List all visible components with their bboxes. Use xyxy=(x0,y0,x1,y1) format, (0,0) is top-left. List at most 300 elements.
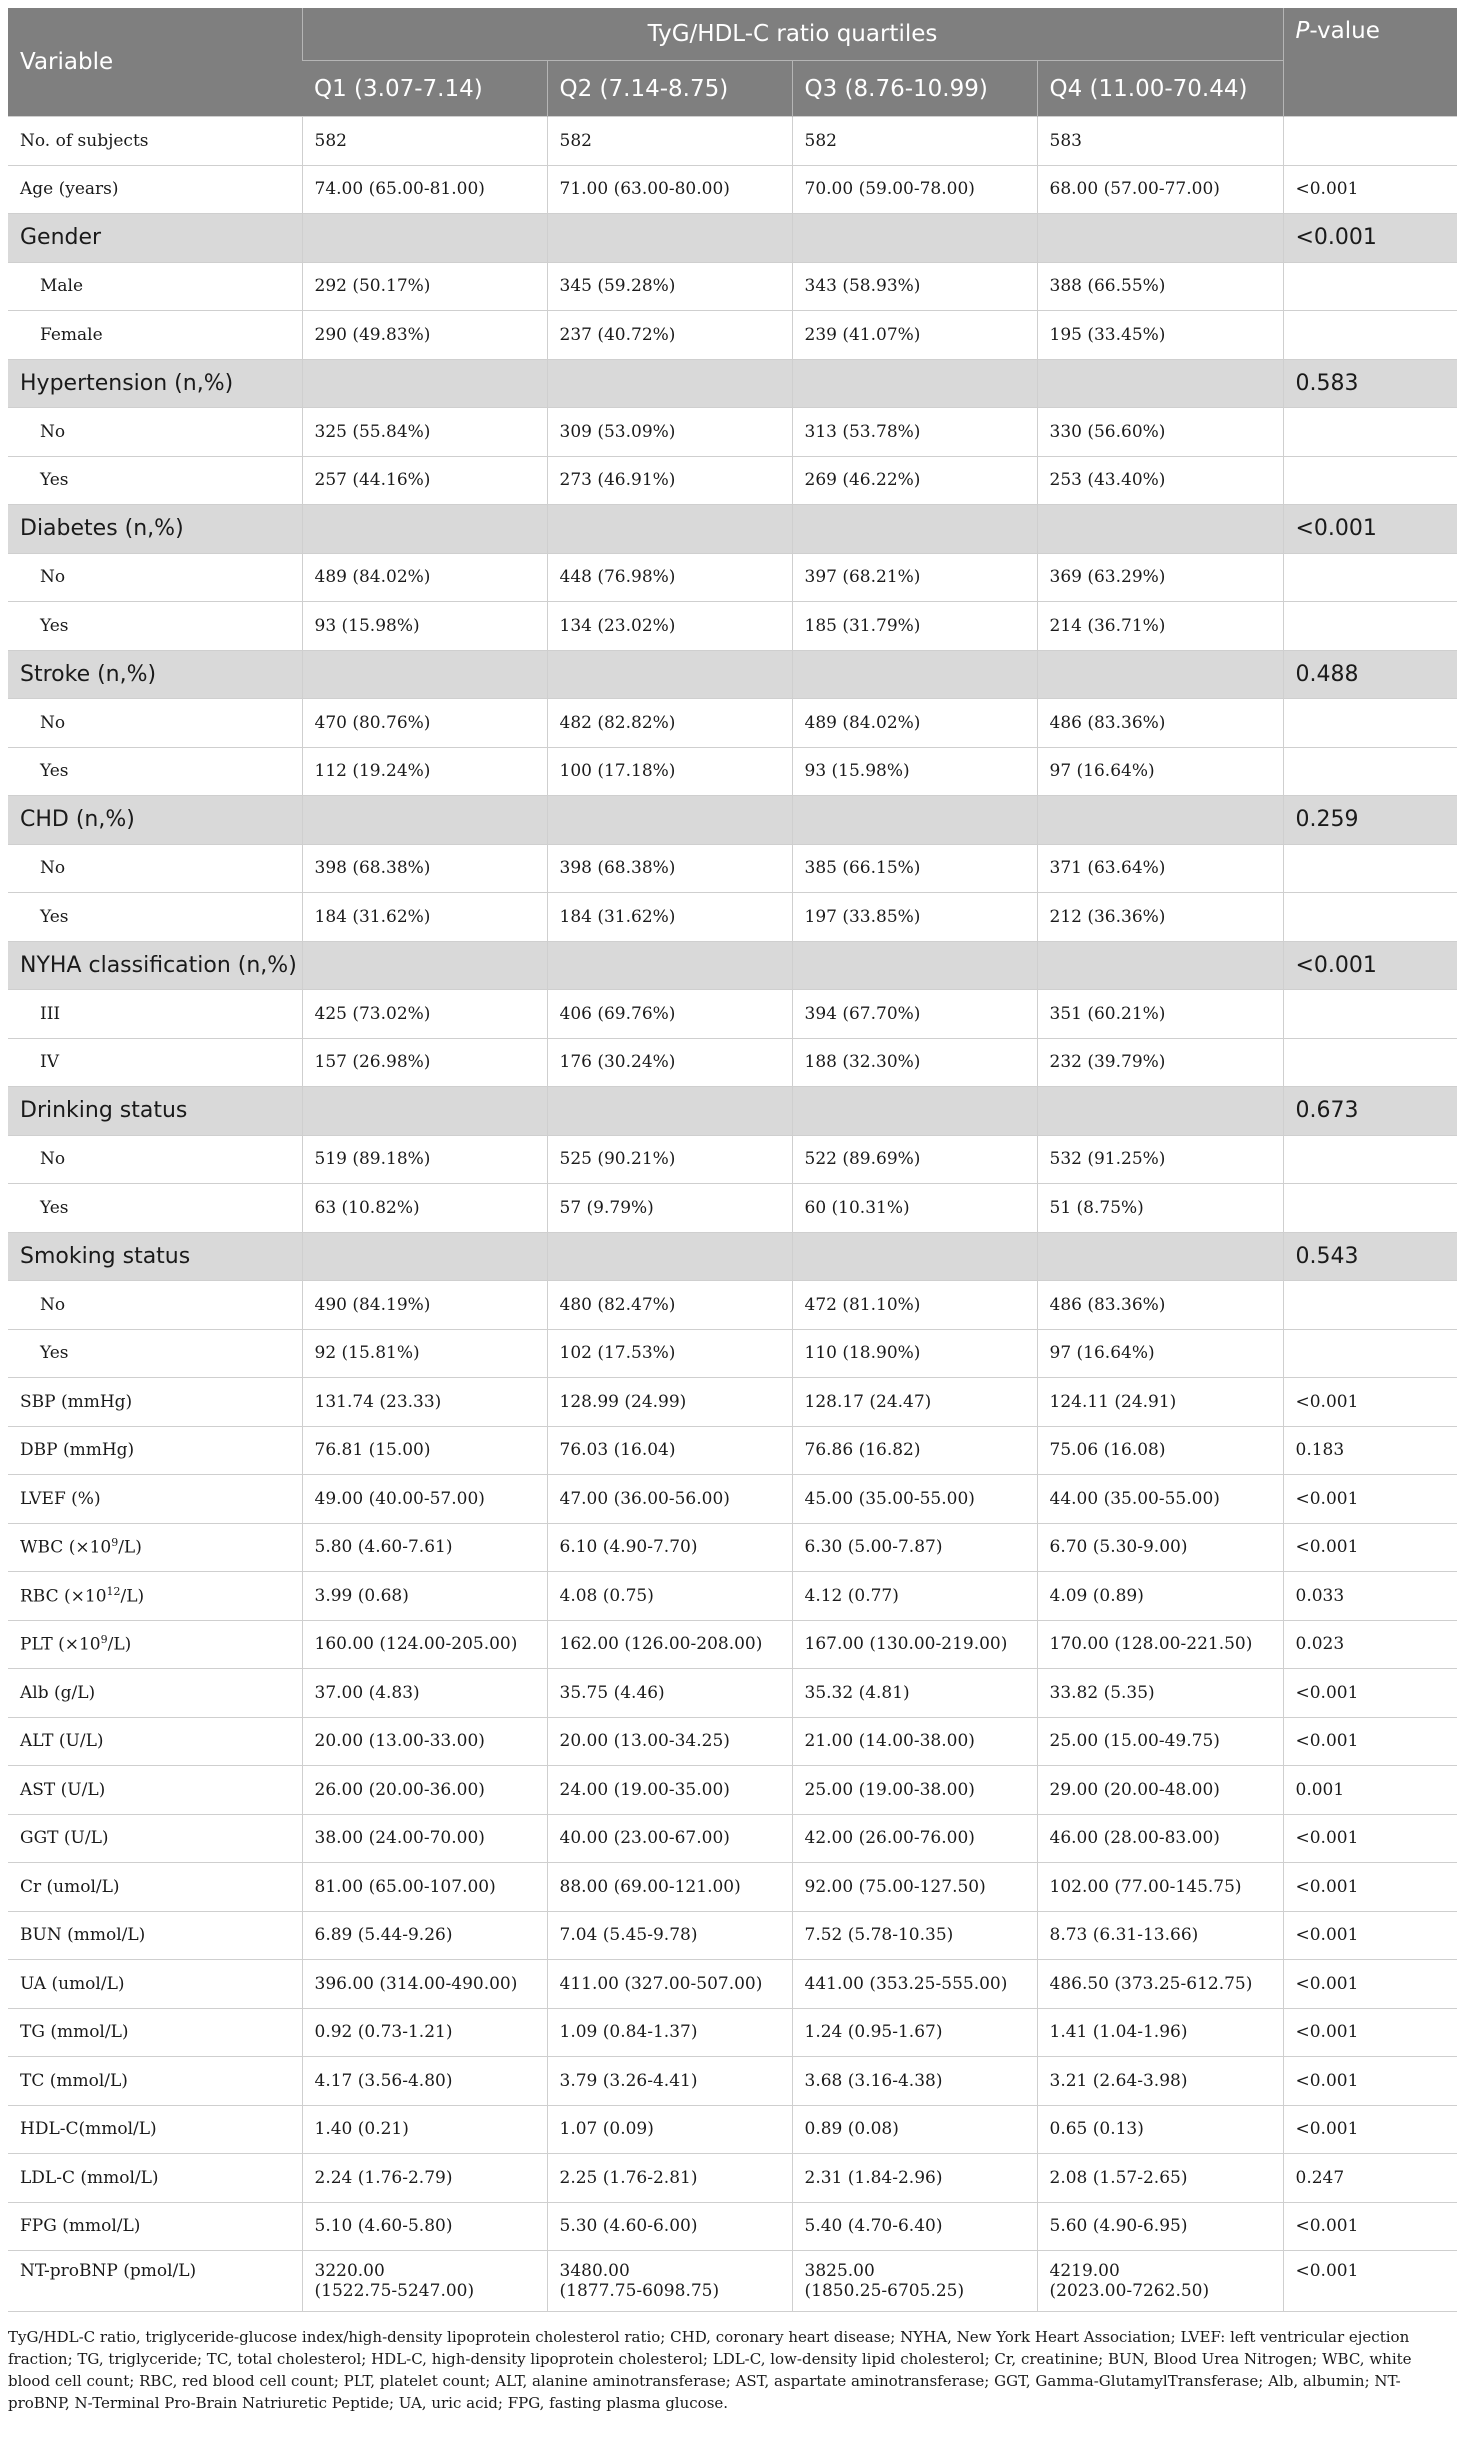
footnote: TyG/HDL-C ratio, triglyceride-glucose index/high-density lipoprotein cholesterol ratio; CHD, coronary heart disease; NYHA, New York Heart Association; LVEF: left ventricular ejection fraction; TG, triglyceride; TC, total cholesterol; HDL-C, high-density lipoprotein cholesterol; LDL-C, low-density lipid cholesterol; Cr, creatinine; BUN, Blood Urea Nitrogen; WBC, white blood cell count; RBC, red blood cell count; PLT, platelet count; ALT, alanine aminotransferase; AST, aspartate aminotransferase; GGT, Gamma-GlutamylTransferase; Alb, albumin; NT-proBNP, N-Terminal Pro-Brain Natriuretic Peptide; UA, uric acid; FPG, fasting plasma glucose. xyxy=(8,2328,1412,2412)
row-label-text: FPG (mmol/L) xyxy=(20,2216,141,2237)
cell-value: 486.50 (373.25-612.75) xyxy=(1049,1973,1253,1994)
row-label-text: GGT (U/L) xyxy=(20,1828,109,1849)
cell-value: 480 (82.47%) xyxy=(559,1294,676,1315)
table-header xyxy=(8,8,1457,117)
table-row xyxy=(8,311,1457,360)
cell-q3 xyxy=(792,2202,1037,2251)
cell-value: 7.52 (5.78-10.35) xyxy=(804,1925,954,1946)
row-label xyxy=(8,2251,302,2312)
cell-q3 xyxy=(792,408,1037,457)
cell-value: 128.17 (24.47) xyxy=(804,1391,932,1412)
cell-q1 xyxy=(302,1766,547,1815)
row-label xyxy=(8,1717,302,1766)
cell-q3 xyxy=(792,1426,1037,1475)
cell-q3 xyxy=(792,844,1037,893)
cell-pvalue: 0.583 xyxy=(1283,359,1457,408)
row-label-text: No xyxy=(40,1294,66,1315)
cell-q4 xyxy=(1037,1135,1283,1184)
cell-value: 6.30 (5.00-7.87) xyxy=(804,1537,943,1558)
row-label-text: No xyxy=(40,421,66,442)
cell-q3 xyxy=(792,1523,1037,1572)
row-label xyxy=(8,1572,302,1621)
cell-q3 xyxy=(792,553,1037,602)
cell-value: 290 (49.83%) xyxy=(314,324,431,345)
cell-q4 xyxy=(1037,1281,1283,1330)
baseline-characteristics-table xyxy=(8,8,1457,2312)
cell-value: 45.00 (35.00-55.00) xyxy=(804,1488,975,1509)
cell-q4 xyxy=(1037,359,1283,408)
cell-q1 xyxy=(302,602,547,651)
cell-value: 1.07 (0.09) xyxy=(559,2119,654,2140)
row-label-text: CHD (n,%) xyxy=(20,807,135,833)
row-label-text: BUN (mmol/L) xyxy=(20,1925,146,1946)
cell-q3 xyxy=(792,1475,1037,1524)
table-row xyxy=(8,1766,1457,1815)
cell-q1 xyxy=(302,359,547,408)
cell-pvalue: <0.001 xyxy=(1283,1669,1457,1718)
row-label xyxy=(8,747,302,796)
cell-q2 xyxy=(547,1814,792,1863)
cell-q3 xyxy=(792,1620,1037,1669)
cell-q3 xyxy=(792,699,1037,748)
cell-value-range: (1877.75-6098.75) xyxy=(559,2281,720,2301)
cell-value: 6.10 (4.90-7.70) xyxy=(559,1537,698,1558)
row-label-text: DBP (mmHg) xyxy=(20,1440,135,1461)
quartile-header-q2: Q2 (7.14-8.75) xyxy=(547,61,792,117)
cell-value: 313 (53.78%) xyxy=(804,421,921,442)
cell-q2 xyxy=(547,1863,792,1912)
category-row xyxy=(8,505,1457,554)
cell-q1 xyxy=(302,262,547,311)
cell-q4 xyxy=(1037,747,1283,796)
table-row xyxy=(8,1281,1457,1330)
cell-q2 xyxy=(547,165,792,214)
cell-value: 97 (16.64%) xyxy=(1049,761,1155,782)
category-label xyxy=(8,1087,302,1136)
cell-value: 388 (66.55%) xyxy=(1049,276,1166,297)
cell-value: 51 (8.75%) xyxy=(1049,1197,1144,1218)
cell-value: 157 (26.98%) xyxy=(314,1052,431,1073)
category-row xyxy=(8,1087,1457,1136)
row-label xyxy=(8,1814,302,1863)
cell-value: 273 (46.91%) xyxy=(559,470,676,491)
cell-q3 xyxy=(792,117,1037,166)
row-label-text: Drinking status xyxy=(20,1098,188,1124)
cell-q3 xyxy=(792,1329,1037,1378)
table-row xyxy=(8,2057,1457,2106)
cell-q1 xyxy=(302,2105,547,2154)
cell-q3 xyxy=(792,456,1037,505)
row-label-text: No xyxy=(40,567,66,588)
cell-q4 xyxy=(1037,2154,1283,2203)
cell-q1 xyxy=(302,1572,547,1621)
cell-q2 xyxy=(547,1135,792,1184)
cell-value: 582 xyxy=(314,130,347,151)
cell-q1 xyxy=(302,893,547,942)
row-label-text: Smoking status xyxy=(20,1243,191,1269)
cell-q1 xyxy=(302,165,547,214)
cell-q3 xyxy=(792,165,1037,214)
cell-q4 xyxy=(1037,2008,1283,2057)
row-label-text: Alb (g/L) xyxy=(20,1682,96,1703)
cell-q2 xyxy=(547,650,792,699)
cell-value: 239 (41.07%) xyxy=(804,324,921,345)
row-label xyxy=(8,1669,302,1718)
cell-q4 xyxy=(1037,214,1283,263)
cell-q3 xyxy=(792,359,1037,408)
category-row xyxy=(8,941,1457,990)
row-label-text: No. of subjects xyxy=(20,130,149,151)
cell-q1 xyxy=(302,1087,547,1136)
cell-q2 xyxy=(547,1232,792,1281)
cell-value: 162.00 (126.00-208.00) xyxy=(559,1634,763,1655)
cell-value: 214 (36.71%) xyxy=(1049,615,1166,636)
category-row xyxy=(8,359,1457,408)
row-label-superscript: 12 xyxy=(106,1584,121,1598)
row-label xyxy=(8,262,302,311)
cell-q1 xyxy=(302,2008,547,2057)
cell-q2 xyxy=(547,1329,792,1378)
cell-value: 5.60 (4.90-6.95) xyxy=(1049,2216,1188,2237)
cell-q1 xyxy=(302,1475,547,1524)
row-label-text: No xyxy=(40,712,66,733)
cell-value: 237 (40.72%) xyxy=(559,324,676,345)
category-label xyxy=(8,1232,302,1281)
cell-value: 398 (68.38%) xyxy=(559,858,676,879)
row-label-text: TG (mmol/L) xyxy=(20,2022,129,2043)
row-label-text: Female xyxy=(40,324,103,345)
cell-value: 49.00 (40.00-57.00) xyxy=(314,1488,485,1509)
cell-q1 xyxy=(302,1184,547,1233)
cell-q2 xyxy=(547,1911,792,1960)
cell-value: 425 (73.02%) xyxy=(314,1003,431,1024)
cell-pvalue xyxy=(1283,602,1457,651)
cell-value: 4219.00 xyxy=(1049,2261,1120,2281)
cell-q4 xyxy=(1037,408,1283,457)
row-label xyxy=(8,844,302,893)
table-row xyxy=(8,1378,1457,1427)
cell-value: 25.00 (15.00-49.75) xyxy=(1049,1731,1220,1752)
cell-pvalue: <0.001 xyxy=(1283,2202,1457,2251)
cell-value: 197 (33.85%) xyxy=(804,906,921,927)
table-row xyxy=(8,2105,1457,2154)
row-label-text: LVEF (%) xyxy=(20,1488,101,1509)
cell-value: 490 (84.19%) xyxy=(314,1294,431,1315)
cell-value: 46.00 (28.00-83.00) xyxy=(1049,1828,1220,1849)
cell-value: 97 (16.64%) xyxy=(1049,1343,1155,1364)
cell-q2 xyxy=(547,941,792,990)
cell-q4 xyxy=(1037,1232,1283,1281)
cell-value: 20.00 (13.00-34.25) xyxy=(559,1731,730,1752)
cell-value: 470 (80.76%) xyxy=(314,712,431,733)
cell-q3 xyxy=(792,505,1037,554)
cell-value: 110 (18.90%) xyxy=(804,1343,921,1364)
cell-value: 1.41 (1.04-1.96) xyxy=(1049,2022,1188,2043)
cell-q2 xyxy=(547,262,792,311)
cell-pvalue xyxy=(1283,553,1457,602)
cell-pvalue: <0.001 xyxy=(1283,1814,1457,1863)
cell-pvalue: 0.001 xyxy=(1283,1766,1457,1815)
row-label xyxy=(8,553,302,602)
cell-q2 xyxy=(547,1717,792,1766)
cell-q4 xyxy=(1037,311,1283,360)
cell-q3 xyxy=(792,1378,1037,1427)
cell-value: 128.99 (24.99) xyxy=(559,1391,687,1412)
cell-q4 xyxy=(1037,844,1283,893)
row-label xyxy=(8,893,302,942)
table-row xyxy=(8,1329,1457,1378)
cell-q1 xyxy=(302,311,547,360)
row-label xyxy=(8,1475,302,1524)
cell-value: 232 (39.79%) xyxy=(1049,1052,1166,1073)
table-row xyxy=(8,1038,1457,1087)
cell-q4 xyxy=(1037,1378,1283,1427)
cell-value-range: (1850.25-6705.25) xyxy=(804,2281,965,2301)
cell-q2 xyxy=(547,699,792,748)
cell-q1 xyxy=(302,2154,547,2203)
cell-q1 xyxy=(302,1232,547,1281)
row-label xyxy=(8,165,302,214)
row-label-text: Yes xyxy=(40,906,69,927)
row-label xyxy=(8,1329,302,1378)
row-label-text: III xyxy=(40,1003,61,1024)
cell-q1 xyxy=(302,408,547,457)
table-row xyxy=(8,1863,1457,1912)
cell-value: 167.00 (130.00-219.00) xyxy=(804,1634,1008,1655)
cell-pvalue: 0.023 xyxy=(1283,1620,1457,1669)
row-label-text: Diabetes (n,%) xyxy=(20,516,184,542)
cell-value: 184 (31.62%) xyxy=(559,906,676,927)
cell-value: 88.00 (69.00-121.00) xyxy=(559,1876,741,1897)
cell-q1 xyxy=(302,553,547,602)
cell-value: 532 (91.25%) xyxy=(1049,1149,1166,1170)
row-label-text: No xyxy=(40,858,66,879)
table-row xyxy=(8,893,1457,942)
cell-q3 xyxy=(792,1281,1037,1330)
cell-q4 xyxy=(1037,117,1283,166)
category-label xyxy=(8,359,302,408)
group-title-header: TyG/HDL-C ratio quartiles xyxy=(302,8,1283,61)
cell-value: 20.00 (13.00-33.00) xyxy=(314,1731,485,1752)
row-label xyxy=(8,2154,302,2203)
cell-value: 269 (46.22%) xyxy=(804,470,921,491)
cell-q4 xyxy=(1037,1960,1283,2009)
cell-pvalue: <0.001 xyxy=(1283,1960,1457,2009)
cell-q3 xyxy=(792,2251,1037,2312)
cell-value: 3.21 (2.64-3.98) xyxy=(1049,2070,1188,2091)
category-label xyxy=(8,941,302,990)
category-label xyxy=(8,214,302,263)
cell-q1 xyxy=(302,1814,547,1863)
category-label xyxy=(8,505,302,554)
cell-value: 176 (30.24%) xyxy=(559,1052,676,1073)
cell-q1 xyxy=(302,796,547,845)
row-label-text: RBC (×10 xyxy=(20,1586,107,1607)
cell-value: 345 (59.28%) xyxy=(559,276,676,297)
row-label xyxy=(8,2008,302,2057)
table-row xyxy=(8,1184,1457,1233)
row-label-text: Yes xyxy=(40,1343,69,1364)
cell-value: 2.08 (1.57-2.65) xyxy=(1049,2167,1188,2188)
cell-q4 xyxy=(1037,505,1283,554)
pvalue-rest: -value xyxy=(1309,18,1380,44)
cell-q2 xyxy=(547,1960,792,2009)
cell-q2 xyxy=(547,1572,792,1621)
cell-value: 3.79 (3.26-4.41) xyxy=(559,2070,698,2091)
cell-q4 xyxy=(1037,262,1283,311)
cell-q2 xyxy=(547,844,792,893)
cell-q2 xyxy=(547,1184,792,1233)
cell-value: 253 (43.40%) xyxy=(1049,470,1166,491)
cell-value: 184 (31.62%) xyxy=(314,906,431,927)
row-label xyxy=(8,311,302,360)
cell-q3 xyxy=(792,747,1037,796)
cell-q3 xyxy=(792,2105,1037,2154)
cell-value: 21.00 (14.00-38.00) xyxy=(804,1731,975,1752)
cell-value: 582 xyxy=(804,130,837,151)
row-label-text: Stroke (n,%) xyxy=(20,661,157,687)
cell-q4 xyxy=(1037,1911,1283,1960)
cell-pvalue: <0.001 xyxy=(1283,1378,1457,1427)
cell-q3 xyxy=(792,1814,1037,1863)
cell-q4 xyxy=(1037,1038,1283,1087)
cell-q4 xyxy=(1037,796,1283,845)
cell-q4 xyxy=(1037,1863,1283,1912)
cell-value: 369 (63.29%) xyxy=(1049,567,1166,588)
cell-value: 92 (15.81%) xyxy=(314,1343,420,1364)
cell-q1 xyxy=(302,1329,547,1378)
cell-q3 xyxy=(792,1911,1037,1960)
cell-q3 xyxy=(792,2154,1037,2203)
cell-q1 xyxy=(302,2202,547,2251)
cell-q1 xyxy=(302,990,547,1039)
cell-pvalue: <0.001 xyxy=(1283,165,1457,214)
row-label-text: HDL-C(mmol/L) xyxy=(20,2119,157,2140)
row-label xyxy=(8,117,302,166)
cell-q2 xyxy=(547,1766,792,1815)
cell-value: 486 (83.36%) xyxy=(1049,1294,1166,1315)
cell-q2 xyxy=(547,1523,792,1572)
row-label-text: WBC (×10 xyxy=(20,1538,112,1559)
cell-q2 xyxy=(547,2057,792,2106)
cell-q4 xyxy=(1037,456,1283,505)
cell-value: 292 (50.17%) xyxy=(314,276,431,297)
row-label-text: Age (years) xyxy=(20,179,119,200)
cell-value: 7.04 (5.45-9.78) xyxy=(559,1925,698,1946)
cell-value: 472 (81.10%) xyxy=(804,1294,921,1315)
cell-q1 xyxy=(302,1378,547,1427)
row-label xyxy=(8,699,302,748)
cell-value: 1.24 (0.95-1.67) xyxy=(804,2022,943,2043)
cell-pvalue xyxy=(1283,1184,1457,1233)
cell-value: 40.00 (23.00-67.00) xyxy=(559,1828,730,1849)
table-row xyxy=(8,699,1457,748)
cell-q3 xyxy=(792,311,1037,360)
cell-value: 5.30 (4.60-6.00) xyxy=(559,2216,698,2237)
cell-q4 xyxy=(1037,2105,1283,2154)
cell-value: 93 (15.98%) xyxy=(804,761,910,782)
cell-q3 xyxy=(792,1572,1037,1621)
cell-q2 xyxy=(547,1281,792,1330)
cell-pvalue xyxy=(1283,1329,1457,1378)
cell-q4 xyxy=(1037,602,1283,651)
cell-value: 25.00 (19.00-38.00) xyxy=(804,1779,975,1800)
cell-value: 1.40 (0.21) xyxy=(314,2119,409,2140)
cell-q3 xyxy=(792,214,1037,263)
table-body xyxy=(8,117,1457,2312)
cell-value: 35.75 (4.46) xyxy=(559,1682,665,1703)
cell-value: 351 (60.21%) xyxy=(1049,1003,1166,1024)
cell-pvalue: 0.183 xyxy=(1283,1426,1457,1475)
cell-q4 xyxy=(1037,2251,1283,2312)
cell-value: 71.00 (63.00-80.00) xyxy=(559,179,730,200)
table-row xyxy=(8,1814,1457,1863)
cell-q2 xyxy=(547,990,792,1039)
cell-value: 257 (44.16%) xyxy=(314,470,431,491)
cell-q2 xyxy=(547,602,792,651)
cell-q4 xyxy=(1037,1087,1283,1136)
cell-q1 xyxy=(302,1426,547,1475)
row-label-text: UA (umol/L) xyxy=(20,1973,125,1994)
row-label-text: Gender xyxy=(20,225,102,251)
cell-q1 xyxy=(302,214,547,263)
cell-q4 xyxy=(1037,893,1283,942)
row-label-text: Yes xyxy=(40,761,69,782)
cell-q2 xyxy=(547,1378,792,1427)
category-label xyxy=(8,796,302,845)
cell-q1 xyxy=(302,650,547,699)
row-label xyxy=(8,1281,302,1330)
row-label xyxy=(8,456,302,505)
cell-q1 xyxy=(302,2057,547,2106)
cell-pvalue: <0.001 xyxy=(1283,1863,1457,1912)
cell-value: 0.92 (0.73-1.21) xyxy=(314,2022,453,2043)
cell-pvalue: <0.001 xyxy=(1283,1523,1457,1572)
variable-header: Variable xyxy=(8,8,302,117)
table-row xyxy=(8,553,1457,602)
cell-q3 xyxy=(792,1960,1037,2009)
cell-value: 185 (31.79%) xyxy=(804,615,921,636)
cell-value: 486 (83.36%) xyxy=(1049,712,1166,733)
cell-q4 xyxy=(1037,1426,1283,1475)
cell-q2 xyxy=(547,2154,792,2203)
cell-pvalue: <0.001 xyxy=(1283,1717,1457,1766)
cell-value: 4.08 (0.75) xyxy=(559,1585,654,1606)
cell-q2 xyxy=(547,359,792,408)
cell-q1 xyxy=(302,117,547,166)
cell-value: 42.00 (26.00-76.00) xyxy=(804,1828,975,1849)
cell-value: 38.00 (24.00-70.00) xyxy=(314,1828,485,1849)
row-label xyxy=(8,2057,302,2106)
cell-q1 xyxy=(302,1717,547,1766)
cell-value: 396.00 (314.00-490.00) xyxy=(314,1973,518,1994)
quartile-header-q3: Q3 (8.76-10.99) xyxy=(792,61,1037,117)
cell-q4 xyxy=(1037,165,1283,214)
row-label-text: No xyxy=(40,1149,66,1170)
cell-value: 371 (63.64%) xyxy=(1049,858,1166,879)
cell-q1 xyxy=(302,1038,547,1087)
cell-value: 70.00 (59.00-78.00) xyxy=(804,179,975,200)
table-row xyxy=(8,990,1457,1039)
cell-q3 xyxy=(792,990,1037,1039)
cell-value: 188 (32.30%) xyxy=(804,1052,921,1073)
row-label-text: IV xyxy=(40,1052,59,1073)
category-label xyxy=(8,650,302,699)
cell-value: 195 (33.45%) xyxy=(1049,324,1166,345)
cell-pvalue: 0.247 xyxy=(1283,2154,1457,2203)
table-row xyxy=(8,1523,1457,1572)
cell-q3 xyxy=(792,1669,1037,1718)
